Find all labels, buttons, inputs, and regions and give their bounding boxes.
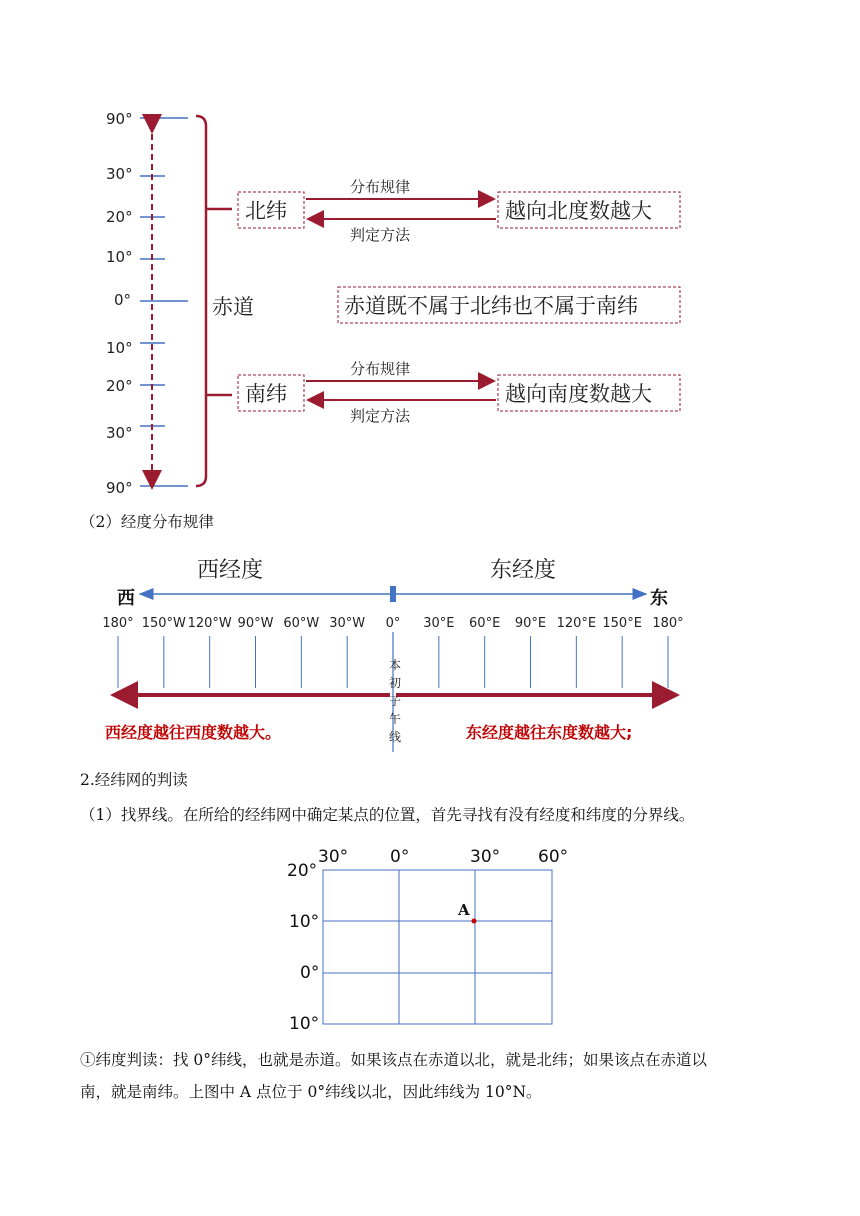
lat-tick-label: 90° [106,479,133,497]
section-2-heading: 2.经纬网的判读 [80,771,188,789]
north-rule-label: 分布规律 [350,178,411,196]
latitude-bracket [196,116,206,486]
grid-left-labels [287,861,319,1034]
prime-meridian-char: 线 [388,730,402,744]
latitude-diagram [0,0,860,500]
longitude-tick-label: 120°E [556,616,597,631]
point-a-marker [472,919,477,924]
prime-meridian-label [389,657,401,744]
east-char: 东 [650,588,668,609]
west-longitude-header: 西经度 [197,558,264,583]
longitude-tick-label: 150°E [602,616,642,631]
lat-tick-label: 0° [114,291,132,309]
east-rule-text: 东经度越往东度数越大; [466,723,633,742]
lat-tick-label: 30° [106,165,133,183]
latitude-reading-line-1: ①纬度判读：找 0°纬线，也就是赤道。如果该点在赤道以北，就是北纬；如果该点在赤道以 [80,1051,708,1069]
grid-top-label: 60° [538,847,569,867]
grid-top-label: 30° [470,847,501,867]
grid-left-label: 10° [289,1014,320,1034]
lat-tick-label: 10° [106,339,133,357]
prime-meridian-char: 本 [388,658,402,672]
longitude-tick-label: 90°W [237,616,274,631]
prime-meridian-char: 子 [388,694,402,708]
east-longitude-header: 东经度 [490,558,557,583]
latitude-tick-labels [106,110,133,497]
longitude-tick-label: 30°E [423,616,455,631]
latitude-tick-lines [140,118,188,486]
equator-note: 赤道既不属于北纬也不属于南纬 [344,294,638,318]
longitude-tick-labels [102,616,683,631]
prime-meridian-char: 午 [388,712,402,726]
lat-tick-label: 10° [106,248,133,266]
step-1-text: （1）找界线。在所给的经纬网中确定某点的位置，首先寻找有没有经度和纬度的分界线。 [80,806,695,824]
point-a-label: A [458,901,470,919]
prime-meridian-marker [390,586,396,602]
grid-left-label: 10° [289,912,320,932]
lat-tick-label: 30° [106,424,133,442]
grid-left-label: 0° [300,963,320,983]
grid-lines [323,870,552,1024]
latitude-reading-line-2: 南，就是南纬。上图中 A 点位于 0°纬线以北，因此纬线为 10°N。 [80,1083,542,1101]
grid-top-labels [318,847,568,867]
lat-tick-label: 90° [106,110,133,128]
prime-meridian-char: 初 [388,676,402,690]
grid-top-label: 0° [390,847,410,867]
longitude-tick-label: 0° [385,616,401,631]
graticule-grid-diagram [280,840,580,1035]
lat-tick-label: 20° [106,208,133,226]
longitude-tick-label: 30°W [329,616,366,631]
south-rule-label: 分布规律 [350,360,411,378]
longitude-tick-label: 90°E [514,616,547,631]
grid-left-label: 20° [287,861,318,881]
longitude-tick-label: 120°W [187,616,232,631]
south-method-label: 判定方法 [350,407,411,425]
north-method-label: 判定方法 [350,226,411,244]
lat-tick-label: 20° [106,377,133,395]
longitude-diagram [0,540,860,755]
grid-top-label: 30° [318,847,349,867]
longitude-section-heading: （2）经度分布规律 [80,513,214,531]
longitude-tick-label: 60°W [283,616,320,631]
longitude-tick-label: 60°E [469,616,501,631]
west-rule-text: 西经度越往西度数越大。 [105,723,282,742]
south-result-text: 越向南度数越大 [505,382,652,406]
north-latitude-label: 北纬 [245,199,287,223]
south-latitude-label: 南纬 [245,382,287,406]
north-result-text: 越向北度数越大 [505,199,652,223]
longitude-tick-label: 180° [652,616,684,631]
equator-label: 赤道 [212,295,254,319]
west-char: 西 [117,588,135,609]
longitude-tick-label: 180° [102,616,134,631]
longitude-tick-label: 150°W [141,616,186,631]
